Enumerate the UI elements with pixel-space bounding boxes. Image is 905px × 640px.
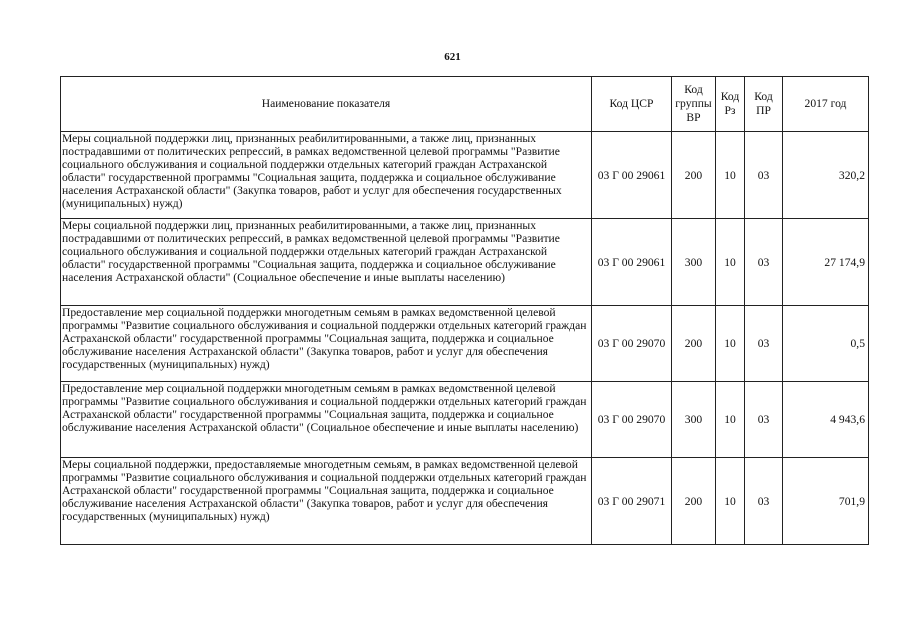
table-row xyxy=(61,132,869,219)
cell-amount: 0,5 xyxy=(783,306,869,382)
cell-pr-code: 03 xyxy=(745,132,783,219)
cell-csr-code: 03 Г 00 29061 xyxy=(592,219,672,306)
cell-pr-code: 03 xyxy=(745,306,783,382)
table-header-row xyxy=(61,77,869,132)
cell-vr-code: 200 xyxy=(672,458,716,545)
cell-amount: 320,2 xyxy=(783,132,869,219)
header-rz-code: Код Рз xyxy=(716,77,745,132)
table-row xyxy=(61,219,869,306)
cell-name: Меры социальной поддержки лиц, признанных реабилитированными, а также лиц, признанных пострадавшими от политических репрессий, в рамках ведомственной целевой программы "Развитие социального обслуживания и социальной поддержки отдельных категорий граждан Астраханской области" государственной программы "Социальная защита, поддержка и социальное обслуживание населения Астраханской области" (Социальное обеспечение и иные выплаты населению) xyxy=(61,219,592,306)
table-row xyxy=(61,382,869,458)
cell-name: Меры социальной поддержки, предоставляемые многодетным семьям, в рамках ведомственной целевой программы "Развитие социального обслуживания и социальной поддержки отдельных категорий граждан Астраханской области" государственной программы "Социальная защита, поддержка и социальное обслуживание населения Астраханской области" (Закупка товаров, работ и услуг для обеспечения государственных (муниципальных) нужд) xyxy=(61,458,592,545)
cell-rz-code: 10 xyxy=(716,382,745,458)
cell-amount: 4 943,6 xyxy=(783,382,869,458)
header-pr-code: Код ПР xyxy=(745,77,783,132)
table-row xyxy=(61,458,869,545)
page-number: 621 xyxy=(444,51,461,63)
cell-csr-code: 03 Г 00 29070 xyxy=(592,306,672,382)
cell-rz-code: 10 xyxy=(716,306,745,382)
cell-name: Предоставление мер социальной поддержки многодетным семьям в рамках ведомственной целевой программы "Развитие социального обслуживания и социальной поддержки отдельных категорий граждан Астраханской области" государственной программы "Социальная защита, поддержка и социальное обслуживание населения Астраханской области" (Социальное обеспечение и иные выплаты населению) xyxy=(61,382,592,458)
cell-vr-code: 300 xyxy=(672,219,716,306)
cell-pr-code: 03 xyxy=(745,219,783,306)
header-vr-code: Код группы ВР xyxy=(672,77,716,132)
table-row xyxy=(61,306,869,382)
cell-rz-code: 10 xyxy=(716,219,745,306)
header-year: 2017 год xyxy=(783,77,869,132)
cell-vr-code: 200 xyxy=(672,132,716,219)
cell-vr-code: 200 xyxy=(672,306,716,382)
cell-csr-code: 03 Г 00 29071 xyxy=(592,458,672,545)
cell-csr-code: 03 Г 00 29070 xyxy=(592,382,672,458)
cell-rz-code: 10 xyxy=(716,132,745,219)
budget-table xyxy=(60,76,869,545)
cell-pr-code: 03 xyxy=(745,458,783,545)
cell-amount: 27 174,9 xyxy=(783,219,869,306)
cell-pr-code: 03 xyxy=(745,382,783,458)
header-name: Наименование показателя xyxy=(61,77,592,132)
cell-name: Меры социальной поддержки лиц, признанных реабилитированными, а также лиц, признанных пострадавшими от политических репрессий, в рамках ведомственной целевой программы "Развитие социального обслуживания и социальной поддержки отдельных категорий граждан Астраханской области" государственной программы "Социальная защита, поддержка и социальное обслуживание населения Астраханской области" (Закупка товаров, работ и услуг для обеспечения государственных (муниципальных) нужд) xyxy=(61,132,592,219)
cell-vr-code: 300 xyxy=(672,382,716,458)
cell-amount: 701,9 xyxy=(783,458,869,545)
cell-csr-code: 03 Г 00 29061 xyxy=(592,132,672,219)
header-csr-code: Код ЦСР xyxy=(592,77,672,132)
cell-name: Предоставление мер социальной поддержки многодетным семьям в рамках ведомственной целевой программы "Развитие социального обслуживания и социальной поддержки отдельных категорий граждан Астраханской области" государственной программы "Социальная защита, поддержка и социальное обслуживание населения Астраханской области" (Закупка товаров, работ и услуг для обеспечения государственных (муниципальных) нужд) xyxy=(61,306,592,382)
cell-rz-code: 10 xyxy=(716,458,745,545)
